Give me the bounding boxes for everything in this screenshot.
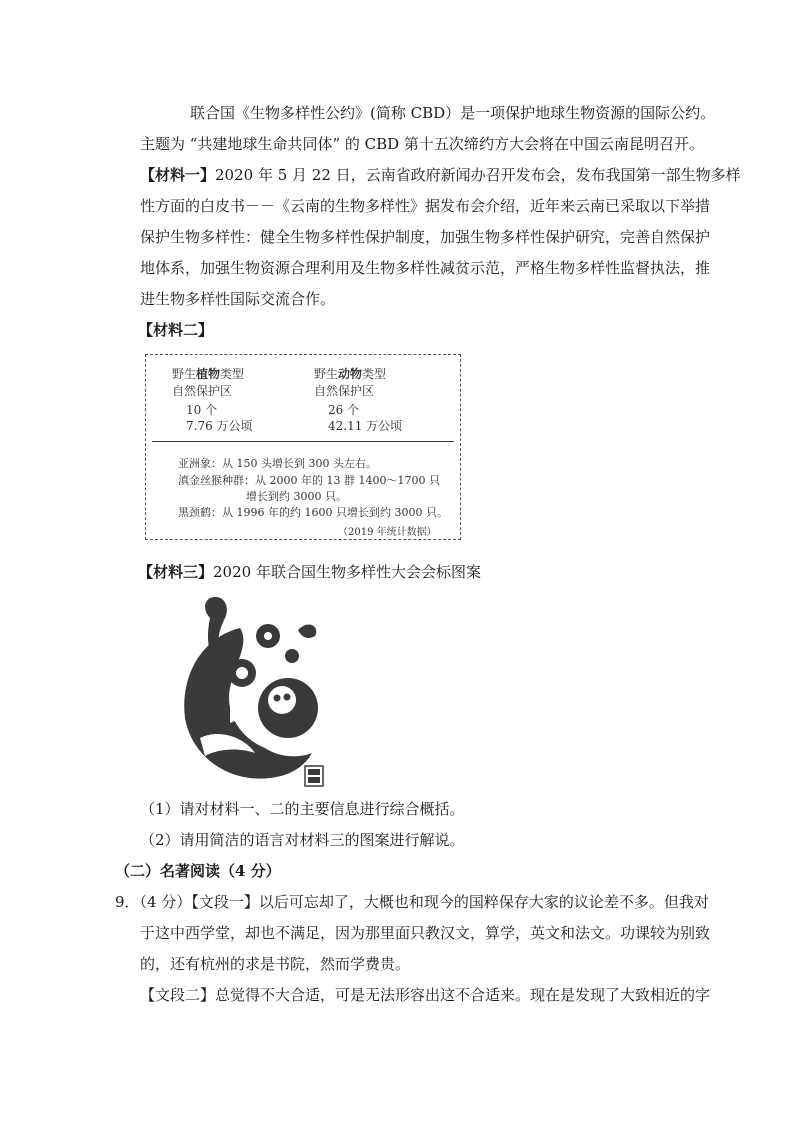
section-2-title: （二）名著阅读（4 分） [115, 862, 281, 880]
q9-line-3: 的，还有杭州的求是书院，然而学费贵。 [140, 955, 411, 973]
question-1: （1）请对材料一、二的主要信息进行综合概括。 [140, 800, 465, 818]
animal-area: 42.11 万公顷 [328, 419, 403, 433]
animal-count: 26 个 [328, 403, 360, 417]
data-source-note: （2019 年统计数据） [338, 527, 437, 538]
animal-subtitle: 自然保护区 [314, 384, 375, 398]
intro-line-2: 主题为 “共建地球生命共同体” 的 CBD 第十五次缔约方大会将在中国云南昆明召开。 [140, 135, 704, 153]
q9-line-2: 于这中西学堂，却也不满足，因为那里面只教汉文，算学，英文和法文。功课较为别致 [140, 924, 711, 942]
q9-line-4: 【文段二】总觉得不大合适，可是无法形容出这不合适来。现在是发现了大致相近的字 [140, 986, 711, 1004]
monkey-stat-2: 增长到约 3000 只。 [246, 490, 347, 503]
material1-label: 【材料一】 [140, 166, 216, 184]
crane-stat: 黑颈鹤：从 1996 年的约 1600 只增长到约 3000 只。 [178, 506, 448, 519]
material1-line-3: 保护生物多样性：健全生物多样性保护制度，加强生物多样性保护研究，完善自然保护 [140, 228, 711, 246]
material3-text: 2020 年联合国生物多样性大会会标图案 [213, 563, 481, 581]
box-divider [152, 441, 454, 442]
monkey-stat-1: 滇金丝猴种群：从 2000 年的 13 群 1400～1700 只 [178, 474, 440, 487]
material1-line-4: 地体系，加强生物资源合理利用及生物多样性减贫示范，严格生物多样性监督执法，推 [140, 259, 711, 277]
material3-label: 【材料三】 [138, 563, 214, 581]
leaf-icon [298, 624, 316, 638]
plant-count: 10 个 [186, 403, 218, 417]
material1-line-1 [140, 165, 741, 185]
q9-line-1: 9．（4 分）【文段一】以后可忘却了，大概也和现今的国粹保存大家的议论差不多。但我对 [115, 893, 709, 911]
material1-line-5: 进生物多样性国际交流合作。 [140, 290, 336, 308]
plant-subtitle: 自然保护区 [172, 384, 233, 398]
material3-line [138, 562, 481, 582]
plant-title: 野生植物类型 [172, 367, 245, 381]
intro-line-1: 联合国《生物多样性公约》(简称 CBD）是一项保护地球生物资源的国际公约。 [190, 104, 716, 122]
elephant-stat: 亚洲象：从 150 头增长到 300 头左右。 [178, 457, 377, 470]
cop15-emblem-image [170, 588, 330, 793]
animal-title: 野生动物类型 [314, 367, 387, 381]
material2-label: 【材料二】 [138, 321, 214, 339]
plant-area: 7.76 万公顷 [186, 419, 253, 433]
material1-line-2: 性方面的白皮书－－《云南的生物多样性》据发布会介绍，近年来云南已采取以下举措 [140, 197, 711, 215]
question-2: （2）请用简洁的语言对材料三的图案进行解说。 [140, 831, 465, 849]
material1-text-1: 2020 年 5 月 22 日，云南省政府新闻办召开发布会，发布我国第一部生物多样 [215, 166, 741, 184]
material2-data-box [145, 354, 461, 540]
small-flower-icon [285, 649, 299, 663]
